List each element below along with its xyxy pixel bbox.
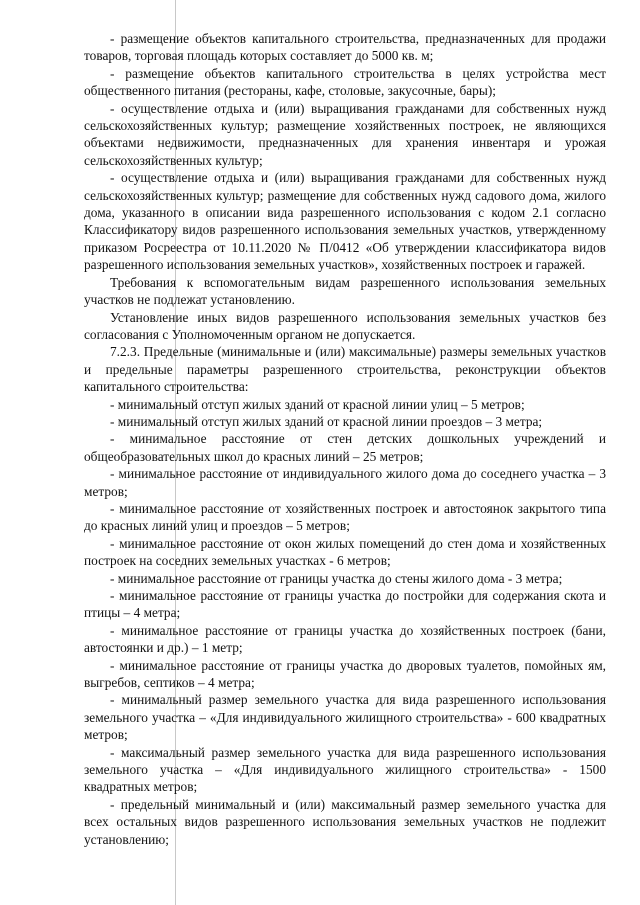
list-item-other-plot-sizes: - предельный минимальный и (или) максимальный размер земельного участка для всех остальных видов разрешенного использования земельных участков не подлежит установлению; xyxy=(84,796,606,847)
list-item-max-plot-size: - максимальный размер земельного участка для вида разрешенного использования земельного участка – «Для индивидуального жилищного строительства» - 1500 квадратных метров; xyxy=(84,744,606,795)
paragraph-retail-objects: - размещение объектов капитального строительства, предназначенных для продажи товаров, торговая площадь которых составляет до 5000 кв. м; xyxy=(84,31,606,64)
list-item-boundary-to-house: - минимальное расстояние от границы участка до стены жилого дома - 3 метра; xyxy=(110,570,563,586)
list-item-schools-distance: - минимальное расстояние от стен детских дошкольных учреждений и общеобразовательных школ до красных линий – 25 метров; xyxy=(84,431,606,464)
list-item-setback-streets: - минимальный отступ жилых зданий от красной линии улиц – 5 метров; xyxy=(110,396,525,412)
paragraph-other-uses: Установление иных видов разрешенного использования земельных участков без согласования с Уполномоченным органом не допускается. xyxy=(84,309,606,342)
list-item-setback-driveways: - минимальный отступ жилых зданий от красной линии проездов – 3 метра; xyxy=(110,413,543,429)
paragraph-section-7-2-3: 7.2.3. Предельные (минимальные и (или) максимальные) размеры земельных участков и предельные параметры разрешенного строительства, реконструкции объектов капитального строительства: xyxy=(84,344,606,395)
paragraph-gardening-outbuildings: - осуществление отдыха и (или) выращивания гражданами для собственных нужд сельскохозяйственных культур; размещение хозяйственных построек, не являющихся объектами недвижимости, предназначенных для хранения инвентаря и урожая сельскохозяйственных культур; xyxy=(84,100,606,168)
document-body xyxy=(84,30,606,848)
list-item-house-to-neighbor: - минимальное расстояние от индивидуального жилого дома до соседнего участка – 3 метров; xyxy=(84,466,606,499)
paragraph-catering-objects: - размещение объектов капитального строительства в целях устройства мест общественного питания (рестораны, кафе, столовые, закусочные, бары); xyxy=(84,65,606,99)
paragraph-garden-house: - осуществление отдыха и (или) выращивания гражданами для собственных нужд сельскохозяйственных культур; размещение для собственных нужд садового дома, жилого дома, указанного в описании вида разрешенного использования с кодом 2.1 согласно Классификатору видов разрешенного использования земельных участков, утвержденному приказом Росреестра от 10.11.2020 № П/0412 «Об утверждении классификатора видов разрешенного использования земельных участков», хозяйственных построек и гаражей. xyxy=(84,170,606,273)
list-item-outdoor-toilets: - минимальное расстояние от границы участка до дворовых туалетов, помойных ям, выгребов, септиков – 4 метра; xyxy=(84,657,606,691)
list-item-outbuildings-distance: - минимальное расстояние от хозяйственных построек и автостоянок закрытого типа до красных линий улиц и проездов – 5 метров; xyxy=(84,500,606,534)
list-item-min-plot-size: - минимальный размер земельного участка для вида разрешенного использования земельного участка – «Для индивидуального жилищного строительства» - 600 квадратных метров; xyxy=(84,692,606,743)
list-item-livestock-building: - минимальное расстояние от границы участка до постройки для содержания скота и птицы – 4 метра; xyxy=(84,588,606,621)
list-item-utility-buildings: - минимальное расстояние от границы участка до хозяйственных построек (бани, автостоянки и др.) – 1 метр; xyxy=(84,622,606,656)
paragraph-auxiliary-requirements: Требования к вспомогательным видам разрешенного использования земельных участков не подлежат установлению. xyxy=(84,274,606,308)
list-item-windows-distance: - минимальное расстояние от окон жилых помещений до стен дома и хозяйственных построек на соседних земельных участках - 6 метров; xyxy=(84,535,606,569)
